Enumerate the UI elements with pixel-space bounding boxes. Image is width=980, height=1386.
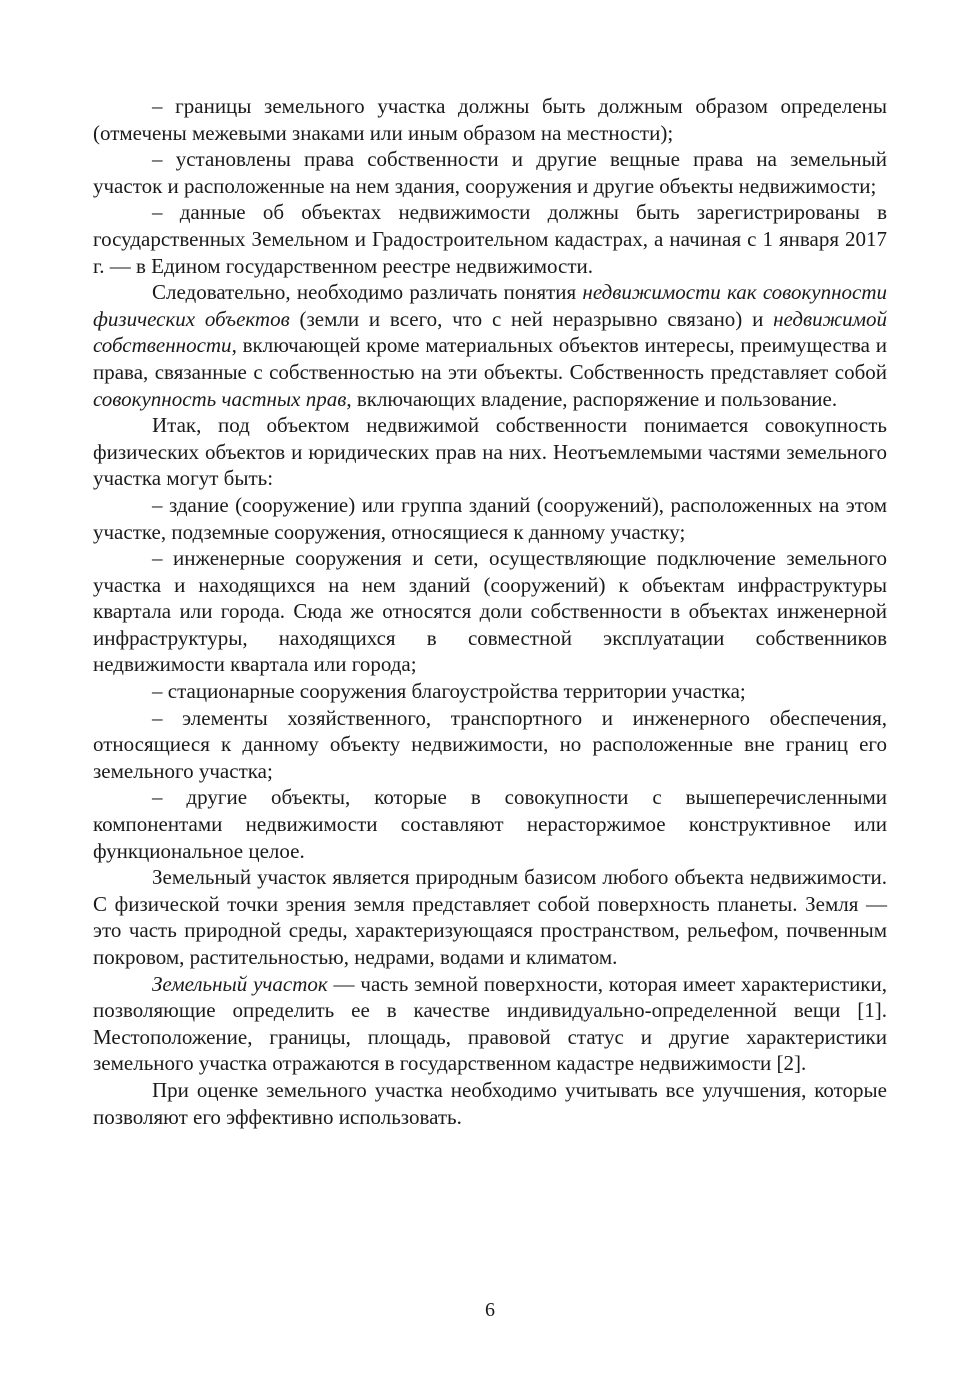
text-run: Следовательно, необходимо различать понятия (152, 280, 583, 305)
text-run: (земли и всего, что с ней неразрывно связано) и (289, 306, 774, 331)
paragraph (93, 971, 887, 1077)
text-run: – установлены права собственности и другие вещные права на земельный участок и расположенные на нем здания, сооружения и другие объекты недвижимости; (93, 147, 887, 198)
text-run: , включающих владение, распоряжение и пользование. (346, 386, 838, 411)
text-run: Земельный участок является природным базисом любого объекта недвижимости. С физической точки зрения земля представляет собой поверхность планеты. Земля — это часть природной среды, характеризующаяся пространством, рельефом, почвенным покровом, растительностью, недрами, водами и климатом. (93, 865, 887, 969)
text-run: , включающей кроме материальных объектов интересы, преимущества и права, связанные с собственностью на эти объекты. Собственность представляет собой (93, 333, 887, 384)
paragraph (93, 279, 887, 412)
text-run: – другие объекты, которые в совокупности с вышеперечисленными компонентами недвижимости составляют нерасторжимое конструктивное или функциональное целое. (93, 785, 887, 863)
italic-term: совокупность частных прав (93, 386, 347, 411)
paragraph (93, 492, 887, 545)
paragraph (93, 705, 887, 785)
text-run: – границы земельного участка должны быть должным образом определены (отмечены межевыми знаками или иным образом на местности); (93, 94, 887, 145)
page-body (93, 93, 887, 1130)
paragraph (93, 199, 887, 279)
text-run: – стационарные сооружения благоустройства территории участка; (152, 679, 746, 704)
paragraph (93, 1077, 887, 1130)
paragraph (93, 412, 887, 492)
text-run: – здание (сооружение) или группа зданий (сооружений), расположенных на этом участке, подземные сооружения, относящиеся к данному участку; (93, 492, 887, 544)
text-run: – инженерные сооружения и сети, осуществляющие подключение земельного участка и находящихся на нем зданий (сооружений) к объектам инфраструктуры квартала или города. Сюда же относятся доли собственности в объектах инженерной инфраструктуры, находящихся в совместной эксплуатации собственников недвижимости квартала или города; (93, 546, 887, 677)
paragraph (93, 784, 887, 864)
paragraph (93, 146, 887, 199)
italic-term: Земельный участок (152, 971, 328, 996)
paragraph (93, 678, 887, 705)
text-run: При оценке земельного участка необходимо учитывать все улучшения, которые позволяют его эффективно использовать. (93, 1077, 887, 1129)
text-run: — часть земной поверхности, которая имеет характеристики, позволяющие определить ее в качестве индивидуально-определенной вещи [1]. Местоположение, границы, площадь, правовой статус и другие характеристики земельного участка отражаются в государственном кадастре недвижимости [2]. (93, 971, 887, 1076)
paragraph (93, 545, 887, 678)
italic-term: недвижимой собственности (93, 306, 887, 358)
page-number: 6 (485, 1299, 495, 1321)
text-run: Итак, под объектом недвижимой собственности понимается совокупность физических объектов и юридических прав на них. Неотъемлемыми частями земельного участка могут быть: (93, 413, 887, 491)
italic-term: недвижимости как совокупности физических объектов (93, 280, 888, 331)
text-run: – данные об объектах недвижимости должны быть зарегистрированы в государственных Земельном и Градостроительном кадастрах, а начиная с 1 января 2017 г. — в Едином государственном реестре недвижимости. (93, 200, 887, 278)
text-run: – элементы хозяйственного, транспортного и инженерного обеспечения, относящиеся к данному объекту недвижимости, но расположенные вне границ его земельного участка; (93, 705, 887, 783)
paragraph (93, 93, 887, 146)
paragraph (93, 864, 887, 970)
